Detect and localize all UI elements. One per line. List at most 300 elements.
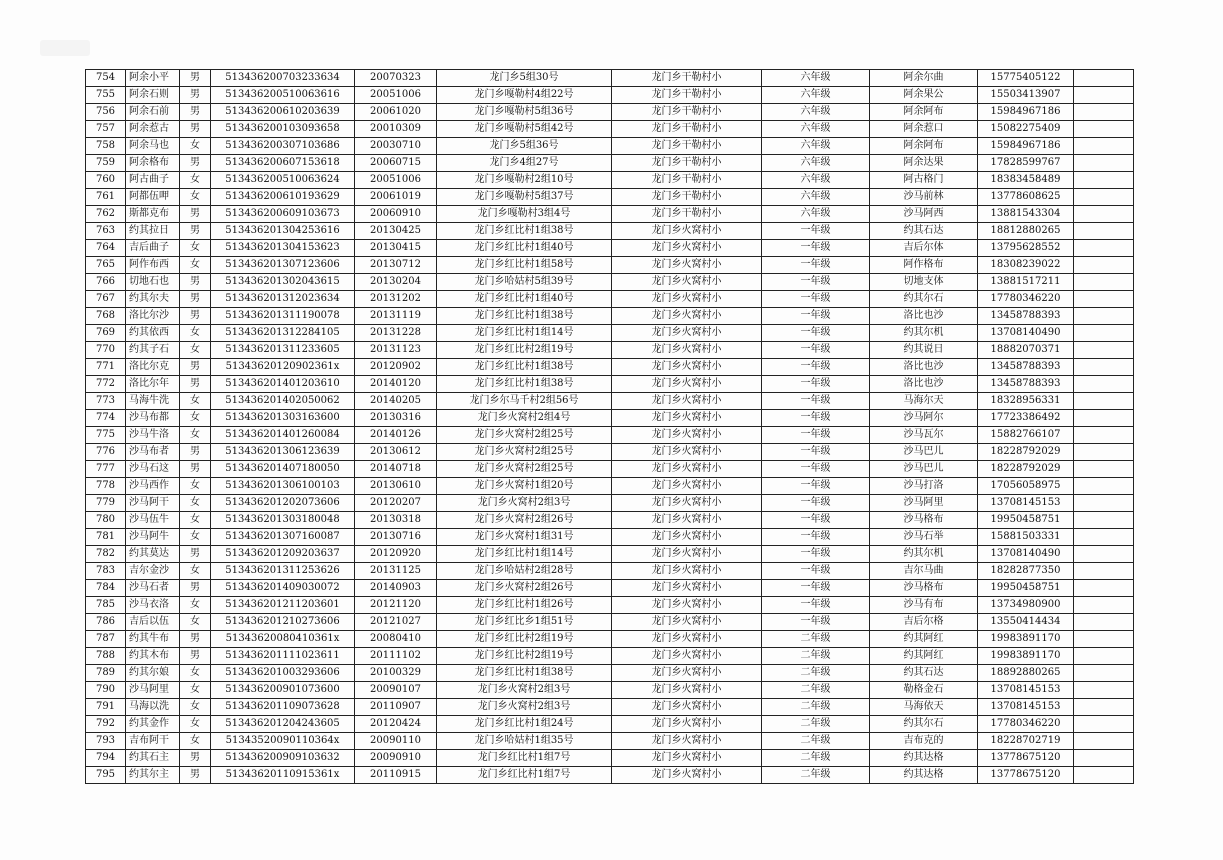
student-roster-table	[85, 69, 1134, 784]
student-sex-cell: 男	[180, 546, 211, 563]
school-name-cell: 龙门乡火窝村小	[612, 716, 762, 733]
phone-number-cell: 13778675120	[978, 750, 1074, 767]
id-number-cell: 513436201401203610	[211, 376, 355, 393]
phone-number-cell: 18892880265	[978, 665, 1074, 682]
grade-level-cell: 一年级	[762, 580, 870, 597]
empty-cell	[1074, 563, 1134, 580]
student-name-cell: 约其尔夫	[126, 291, 180, 308]
home-address-cell: 龙门乡红比村1组38号	[437, 665, 612, 682]
guardian-name-cell: 沙马阿尔	[870, 410, 978, 427]
student-name-cell: 吉布阿干	[126, 733, 180, 750]
school-name-cell: 龙门乡火窝村小	[612, 750, 762, 767]
birth-date-cell: 20131202	[355, 291, 437, 308]
birth-date-cell: 20130716	[355, 529, 437, 546]
grade-level-cell: 二年级	[762, 750, 870, 767]
student-name-cell: 洛比尔沙	[126, 308, 180, 325]
id-number-cell: 513436201211203601	[211, 597, 355, 614]
home-address-cell: 龙门乡火窝村1组31号	[437, 529, 612, 546]
grade-level-cell: 一年级	[762, 597, 870, 614]
student-name-cell: 约其依西	[126, 325, 180, 342]
student-name-cell: 沙马牛洛	[126, 427, 180, 444]
empty-cell	[1074, 665, 1134, 682]
school-name-cell: 龙门乡火窝村小	[612, 410, 762, 427]
school-name-cell: 龙门乡干勒村小	[612, 155, 762, 172]
student-sex-cell: 男	[180, 206, 211, 223]
student-name-cell: 沙马衣洛	[126, 597, 180, 614]
empty-cell	[1074, 240, 1134, 257]
phone-number-cell: 13708145153	[978, 682, 1074, 699]
grade-level-cell: 二年级	[762, 699, 870, 716]
page-top-margin	[0, 0, 1223, 72]
grade-level-cell: 二年级	[762, 631, 870, 648]
table-row	[86, 104, 1134, 121]
grade-level-cell: 二年级	[762, 767, 870, 784]
table-row	[86, 291, 1134, 308]
grade-level-cell: 二年级	[762, 648, 870, 665]
empty-cell	[1074, 172, 1134, 189]
id-number-cell: 51343620110915361x	[211, 767, 355, 784]
row-number-cell: 778	[86, 478, 126, 495]
table-row	[86, 410, 1134, 427]
birth-date-cell: 20140126	[355, 427, 437, 444]
student-sex-cell: 男	[180, 750, 211, 767]
school-name-cell: 龙门乡干勒村小	[612, 121, 762, 138]
school-name-cell: 龙门乡火窝村小	[612, 529, 762, 546]
birth-date-cell: 20131119	[355, 308, 437, 325]
id-number-cell: 513436200610193629	[211, 189, 355, 206]
grade-level-cell: 一年级	[762, 546, 870, 563]
phone-number-cell: 13550414434	[978, 614, 1074, 631]
empty-cell	[1074, 223, 1134, 240]
home-address-cell: 龙门乡火窝村1组20号	[437, 478, 612, 495]
table-row	[86, 121, 1134, 138]
table-row	[86, 223, 1134, 240]
grade-level-cell: 二年级	[762, 682, 870, 699]
student-sex-cell: 女	[180, 495, 211, 512]
home-address-cell: 龙门乡哈姑村1组35号	[437, 733, 612, 750]
student-name-cell: 洛比尔年	[126, 376, 180, 393]
school-name-cell: 龙门乡干勒村小	[612, 138, 762, 155]
id-number-cell: 513436201302043615	[211, 274, 355, 291]
row-number-cell: 763	[86, 223, 126, 240]
id-number-cell: 513436201311233605	[211, 342, 355, 359]
home-address-cell: 龙门乡哈姑村5组39号	[437, 274, 612, 291]
empty-cell	[1074, 291, 1134, 308]
phone-number-cell: 18812880265	[978, 223, 1074, 240]
row-number-cell: 769	[86, 325, 126, 342]
roster-body	[86, 70, 1134, 784]
student-name-cell: 约其金作	[126, 716, 180, 733]
table-row	[86, 495, 1134, 512]
phone-number-cell: 13881543304	[978, 206, 1074, 223]
grade-level-cell: 二年级	[762, 733, 870, 750]
id-number-cell: 513436200510063616	[211, 87, 355, 104]
home-address-cell: 龙门乡5组30号	[437, 70, 612, 87]
phone-number-cell: 19983891170	[978, 648, 1074, 665]
grade-level-cell: 一年级	[762, 444, 870, 461]
birth-date-cell: 20010309	[355, 121, 437, 138]
row-number-cell: 761	[86, 189, 126, 206]
student-sex-cell: 女	[180, 342, 211, 359]
phone-number-cell: 19983891170	[978, 631, 1074, 648]
phone-number-cell: 18228702719	[978, 733, 1074, 750]
row-number-cell: 755	[86, 87, 126, 104]
home-address-cell: 龙门乡红比村1组38号	[437, 223, 612, 240]
table-row	[86, 529, 1134, 546]
row-number-cell: 781	[86, 529, 126, 546]
home-address-cell: 龙门乡红比村1组26号	[437, 597, 612, 614]
birth-date-cell: 20090107	[355, 682, 437, 699]
id-number-cell: 513436201307123606	[211, 257, 355, 274]
grade-level-cell: 一年级	[762, 512, 870, 529]
school-name-cell: 龙门乡火窝村小	[612, 478, 762, 495]
student-sex-cell: 男	[180, 444, 211, 461]
phone-number-cell: 19950458751	[978, 512, 1074, 529]
home-address-cell: 龙门乡火窝村2组25号	[437, 444, 612, 461]
birth-date-cell: 20140120	[355, 376, 437, 393]
row-number-cell: 780	[86, 512, 126, 529]
empty-cell	[1074, 699, 1134, 716]
birth-date-cell: 20131123	[355, 342, 437, 359]
student-name-cell: 阿作布西	[126, 257, 180, 274]
phone-number-cell: 18282877350	[978, 563, 1074, 580]
table-row	[86, 767, 1134, 784]
school-name-cell: 龙门乡火窝村小	[612, 427, 762, 444]
school-name-cell: 龙门乡干勒村小	[612, 206, 762, 223]
guardian-name-cell: 约其尔石	[870, 716, 978, 733]
guardian-name-cell: 约其阿红	[870, 631, 978, 648]
school-name-cell: 龙门乡火窝村小	[612, 342, 762, 359]
phone-number-cell: 18882070371	[978, 342, 1074, 359]
grade-level-cell: 一年级	[762, 410, 870, 427]
school-name-cell: 龙门乡火窝村小	[612, 682, 762, 699]
birth-date-cell: 20061019	[355, 189, 437, 206]
empty-cell	[1074, 87, 1134, 104]
table-row	[86, 461, 1134, 478]
birth-date-cell: 20120424	[355, 716, 437, 733]
guardian-name-cell: 吉尔马曲	[870, 563, 978, 580]
student-sex-cell: 男	[180, 359, 211, 376]
row-number-cell: 768	[86, 308, 126, 325]
school-name-cell: 龙门乡干勒村小	[612, 104, 762, 121]
student-name-cell: 沙马布者	[126, 444, 180, 461]
phone-number-cell: 15984967186	[978, 104, 1074, 121]
home-address-cell: 龙门乡火窝村2组26号	[437, 580, 612, 597]
home-address-cell: 龙门乡红比村2组19号	[437, 631, 612, 648]
guardian-name-cell: 沙马巴儿	[870, 444, 978, 461]
guardian-name-cell: 约其尔石	[870, 291, 978, 308]
student-sex-cell: 男	[180, 121, 211, 138]
student-sex-cell: 男	[180, 461, 211, 478]
empty-cell	[1074, 597, 1134, 614]
id-number-cell: 513436201307160087	[211, 529, 355, 546]
student-sex-cell: 男	[180, 767, 211, 784]
school-name-cell: 龙门乡火窝村小	[612, 512, 762, 529]
phone-number-cell: 17723386492	[978, 410, 1074, 427]
grade-level-cell: 二年级	[762, 716, 870, 733]
grade-level-cell: 一年级	[762, 461, 870, 478]
birth-date-cell: 20130425	[355, 223, 437, 240]
table-row	[86, 563, 1134, 580]
id-number-cell: 513436201311253626	[211, 563, 355, 580]
guardian-name-cell: 阿作格布	[870, 257, 978, 274]
student-sex-cell: 男	[180, 291, 211, 308]
phone-number-cell: 15775405122	[978, 70, 1074, 87]
row-number-cell: 767	[86, 291, 126, 308]
student-sex-cell: 男	[180, 580, 211, 597]
empty-cell	[1074, 393, 1134, 410]
home-address-cell: 龙门乡火窝村2组4号	[437, 410, 612, 427]
home-address-cell: 龙门乡嘎勒村5组42号	[437, 121, 612, 138]
student-sex-cell: 男	[180, 274, 211, 291]
school-name-cell: 龙门乡火窝村小	[612, 580, 762, 597]
guardian-name-cell: 沙马有布	[870, 597, 978, 614]
empty-cell	[1074, 495, 1134, 512]
grade-level-cell: 一年级	[762, 240, 870, 257]
student-name-cell: 吉尔金沙	[126, 563, 180, 580]
home-address-cell: 龙门乡哈姑村2组28号	[437, 563, 612, 580]
school-name-cell: 龙门乡火窝村小	[612, 733, 762, 750]
school-name-cell: 龙门乡火窝村小	[612, 223, 762, 240]
guardian-name-cell: 沙马前林	[870, 189, 978, 206]
birth-date-cell: 20130612	[355, 444, 437, 461]
table-row	[86, 665, 1134, 682]
phone-number-cell: 18228792029	[978, 444, 1074, 461]
birth-date-cell: 20080410	[355, 631, 437, 648]
table-row	[86, 189, 1134, 206]
phone-number-cell: 13708140490	[978, 546, 1074, 563]
student-sex-cell: 女	[180, 257, 211, 274]
school-name-cell: 龙门乡干勒村小	[612, 189, 762, 206]
grade-level-cell: 六年级	[762, 172, 870, 189]
row-number-cell: 790	[86, 682, 126, 699]
student-sex-cell: 女	[180, 410, 211, 427]
school-name-cell: 龙门乡火窝村小	[612, 563, 762, 580]
school-name-cell: 龙门乡干勒村小	[612, 70, 762, 87]
row-number-cell: 766	[86, 274, 126, 291]
student-sex-cell: 男	[180, 631, 211, 648]
home-address-cell: 龙门乡嘎勒村3组4号	[437, 206, 612, 223]
guardian-name-cell: 约其石达	[870, 223, 978, 240]
id-number-cell: 513436201312284105	[211, 325, 355, 342]
id-number-cell: 513436201304153623	[211, 240, 355, 257]
table-row	[86, 750, 1134, 767]
id-number-cell: 513436201210273606	[211, 614, 355, 631]
empty-cell	[1074, 750, 1134, 767]
student-sex-cell: 男	[180, 308, 211, 325]
row-number-cell: 786	[86, 614, 126, 631]
id-number-cell: 513436200510063624	[211, 172, 355, 189]
student-name-cell: 约其牛布	[126, 631, 180, 648]
phone-number-cell: 13708140490	[978, 325, 1074, 342]
home-address-cell: 龙门乡5组36号	[437, 138, 612, 155]
id-number-cell: 513436200307103686	[211, 138, 355, 155]
home-address-cell: 龙门乡红比村1组24号	[437, 716, 612, 733]
grade-level-cell: 一年级	[762, 359, 870, 376]
home-address-cell: 龙门乡火窝村2组25号	[437, 461, 612, 478]
row-number-cell: 757	[86, 121, 126, 138]
birth-date-cell: 20090110	[355, 733, 437, 750]
birth-date-cell: 20130712	[355, 257, 437, 274]
student-name-cell: 约其木布	[126, 648, 180, 665]
home-address-cell: 龙门乡红比乡1组51号	[437, 614, 612, 631]
student-sex-cell: 女	[180, 138, 211, 155]
home-address-cell: 龙门乡嘎勒村5组37号	[437, 189, 612, 206]
guardian-name-cell: 约其阿红	[870, 648, 978, 665]
guardian-name-cell: 阿余尔曲	[870, 70, 978, 87]
id-number-cell: 513436201204243605	[211, 716, 355, 733]
student-sex-cell: 女	[180, 614, 211, 631]
empty-cell	[1074, 359, 1134, 376]
school-name-cell: 龙门乡火窝村小	[612, 274, 762, 291]
scan-mark	[40, 40, 90, 56]
birth-date-cell: 20121027	[355, 614, 437, 631]
id-number-cell: 513436201303163600	[211, 410, 355, 427]
phone-number-cell: 18383458489	[978, 172, 1074, 189]
grade-level-cell: 二年级	[762, 665, 870, 682]
phone-number-cell: 15881503331	[978, 529, 1074, 546]
student-name-cell: 吉后以伍	[126, 614, 180, 631]
home-address-cell: 龙门乡火窝村2组3号	[437, 495, 612, 512]
birth-date-cell: 20120920	[355, 546, 437, 563]
student-sex-cell: 女	[180, 478, 211, 495]
school-name-cell: 龙门乡火窝村小	[612, 614, 762, 631]
student-name-cell: 约其石主	[126, 750, 180, 767]
id-number-cell: 513436201109073628	[211, 699, 355, 716]
birth-date-cell: 20140205	[355, 393, 437, 410]
row-number-cell: 794	[86, 750, 126, 767]
id-number-cell: 513436201306100103	[211, 478, 355, 495]
guardian-name-cell: 约其尔机	[870, 546, 978, 563]
guardian-name-cell: 马海尔天	[870, 393, 978, 410]
row-number-cell: 791	[86, 699, 126, 716]
grade-level-cell: 一年级	[762, 274, 870, 291]
student-name-cell: 沙马伍牛	[126, 512, 180, 529]
grade-level-cell: 一年级	[762, 393, 870, 410]
birth-date-cell: 20130415	[355, 240, 437, 257]
student-name-cell: 沙马石这	[126, 461, 180, 478]
table-row	[86, 512, 1134, 529]
id-number-cell: 513436201303180048	[211, 512, 355, 529]
student-name-cell: 阿余石则	[126, 87, 180, 104]
grade-level-cell: 一年级	[762, 325, 870, 342]
student-name-cell: 吉后曲子	[126, 240, 180, 257]
school-name-cell: 龙门乡干勒村小	[612, 87, 762, 104]
student-sex-cell: 女	[180, 427, 211, 444]
phone-number-cell: 17780346220	[978, 716, 1074, 733]
guardian-name-cell: 吉布克的	[870, 733, 978, 750]
row-number-cell: 760	[86, 172, 126, 189]
phone-number-cell: 13778608625	[978, 189, 1074, 206]
student-sex-cell: 男	[180, 648, 211, 665]
school-name-cell: 龙门乡火窝村小	[612, 257, 762, 274]
student-sex-cell: 女	[180, 393, 211, 410]
student-name-cell: 马海以洗	[126, 699, 180, 716]
birth-date-cell: 20061020	[355, 104, 437, 121]
guardian-name-cell: 阿古格门	[870, 172, 978, 189]
id-number-cell: 513436201209203637	[211, 546, 355, 563]
row-number-cell: 765	[86, 257, 126, 274]
row-number-cell: 771	[86, 359, 126, 376]
school-name-cell: 龙门乡火窝村小	[612, 325, 762, 342]
phone-number-cell: 13881517211	[978, 274, 1074, 291]
student-sex-cell: 男	[180, 70, 211, 87]
student-name-cell: 沙马布都	[126, 410, 180, 427]
birth-date-cell: 20140903	[355, 580, 437, 597]
guardian-name-cell: 沙马巴儿	[870, 461, 978, 478]
empty-cell	[1074, 274, 1134, 291]
student-name-cell: 切地石也	[126, 274, 180, 291]
empty-cell	[1074, 138, 1134, 155]
birth-date-cell: 20120207	[355, 495, 437, 512]
empty-cell	[1074, 104, 1134, 121]
id-number-cell: 513436201304253616	[211, 223, 355, 240]
student-name-cell: 沙马阿干	[126, 495, 180, 512]
empty-cell	[1074, 648, 1134, 665]
row-number-cell: 770	[86, 342, 126, 359]
empty-cell	[1074, 257, 1134, 274]
grade-level-cell: 一年级	[762, 342, 870, 359]
phone-number-cell: 15984967186	[978, 138, 1074, 155]
table-row	[86, 597, 1134, 614]
student-sex-cell: 女	[180, 563, 211, 580]
grade-level-cell: 一年级	[762, 223, 870, 240]
guardian-name-cell: 阿余达果	[870, 155, 978, 172]
id-number-cell: 513436200607153618	[211, 155, 355, 172]
table-row	[86, 240, 1134, 257]
row-number-cell: 775	[86, 427, 126, 444]
student-name-cell: 约其莫达	[126, 546, 180, 563]
row-number-cell: 759	[86, 155, 126, 172]
grade-level-cell: 一年级	[762, 257, 870, 274]
empty-cell	[1074, 427, 1134, 444]
empty-cell	[1074, 461, 1134, 478]
student-sex-cell: 男	[180, 155, 211, 172]
home-address-cell: 龙门乡火窝村2组25号	[437, 427, 612, 444]
guardian-name-cell: 阿余阿布	[870, 104, 978, 121]
table-row	[86, 733, 1134, 750]
birth-date-cell: 20100329	[355, 665, 437, 682]
row-number-cell: 772	[86, 376, 126, 393]
table-row	[86, 359, 1134, 376]
grade-level-cell: 六年级	[762, 138, 870, 155]
guardian-name-cell: 马海依天	[870, 699, 978, 716]
home-address-cell: 龙门乡红比村1组14号	[437, 546, 612, 563]
home-address-cell: 龙门乡红比村1组58号	[437, 257, 612, 274]
guardian-name-cell: 沙马格布	[870, 580, 978, 597]
phone-number-cell: 13458788393	[978, 308, 1074, 325]
grade-level-cell: 一年级	[762, 291, 870, 308]
birth-date-cell: 20110907	[355, 699, 437, 716]
row-number-cell: 787	[86, 631, 126, 648]
id-number-cell: 513436200103093658	[211, 121, 355, 138]
guardian-name-cell: 沙马阿西	[870, 206, 978, 223]
student-sex-cell: 女	[180, 240, 211, 257]
home-address-cell: 龙门乡火窝村2组3号	[437, 699, 612, 716]
phone-number-cell: 15882766107	[978, 427, 1074, 444]
guardian-name-cell: 阿余果公	[870, 87, 978, 104]
guardian-name-cell: 约其说日	[870, 342, 978, 359]
id-number-cell: 513436201311190078	[211, 308, 355, 325]
row-number-cell: 777	[86, 461, 126, 478]
student-name-cell: 阿余小平	[126, 70, 180, 87]
empty-cell	[1074, 682, 1134, 699]
phone-number-cell: 13734980900	[978, 597, 1074, 614]
grade-level-cell: 六年级	[762, 104, 870, 121]
grade-level-cell: 一年级	[762, 614, 870, 631]
row-number-cell: 782	[86, 546, 126, 563]
table-row	[86, 648, 1134, 665]
